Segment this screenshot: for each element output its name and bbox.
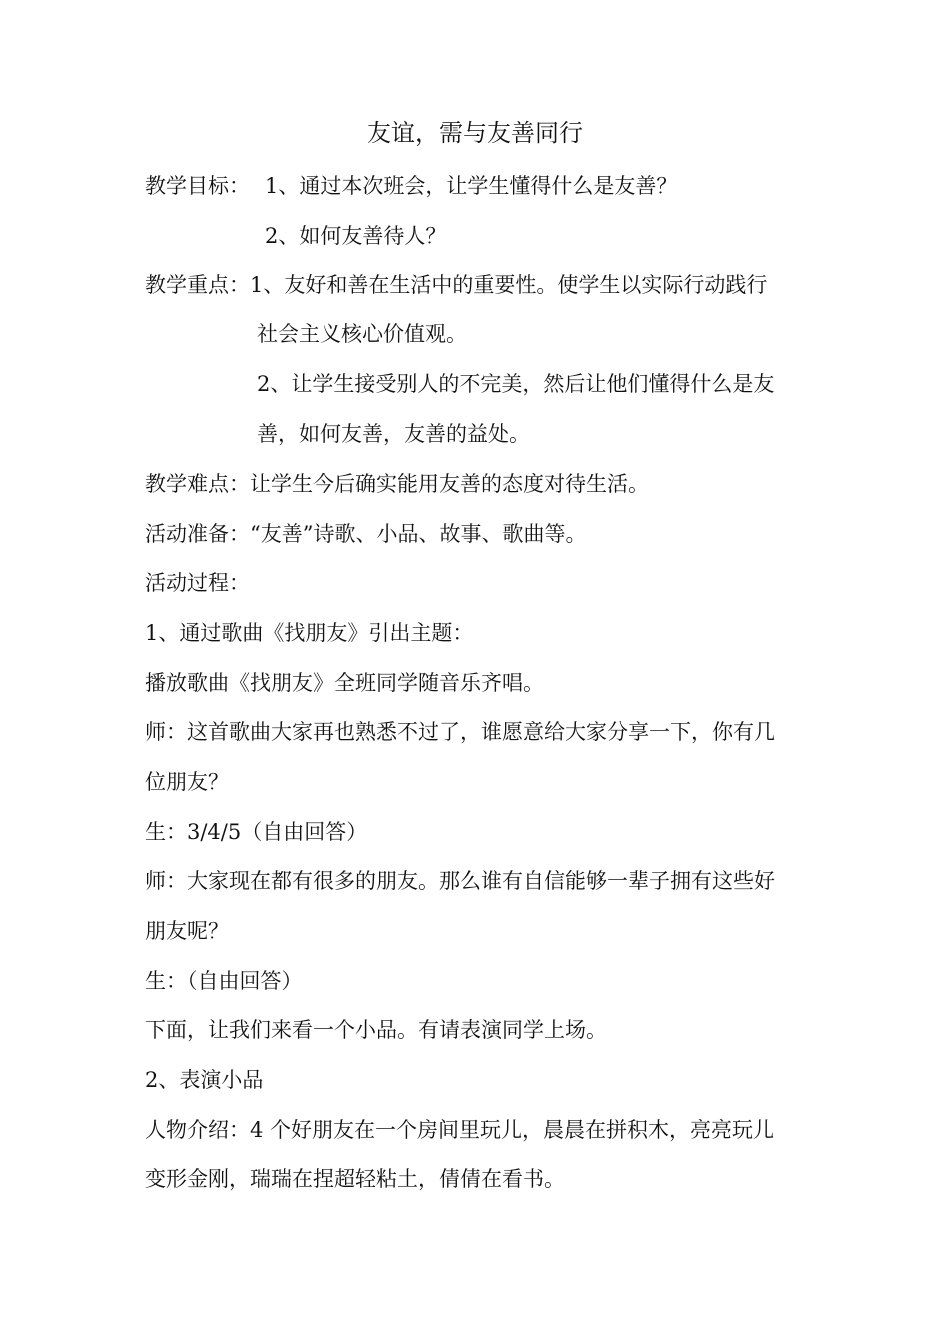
key-points-item-1-line-2: 社会主义核心价值观。 <box>257 322 467 346</box>
process-line: 师：大家现在都有很多的朋友。那么谁有自信能够一辈子拥有这些好 <box>145 869 775 893</box>
difficulty-row <box>145 464 649 504</box>
key-points-item-2-line-1: 2、让学生接受别人的不完美，然后让他们懂得什么是友 <box>257 372 775 396</box>
key-points-label: 教学重点： <box>145 273 250 297</box>
process-label: 活动过程： <box>145 571 250 595</box>
objectives-label: 教学目标： <box>145 174 250 198</box>
process-line: 下面，让我们来看一个小品。有请表演同学上场。 <box>145 1018 607 1042</box>
process-line: 2、表演小品 <box>145 1068 264 1092</box>
objectives-item-1: 1、通过本次班会，让学生懂得什么是友善？ <box>265 174 678 198</box>
document-title: 友谊，需与友善同行 <box>367 119 583 147</box>
key-points-item-1-line-1: 1、友好和善在生活中的重要性。使学生以实际行动践行 <box>250 273 768 297</box>
process-line: 师：这首歌曲大家再也熟悉不过了，谁愿意给大家分享一下，你有几 <box>145 720 775 744</box>
process-line: 播放歌曲《找朋友》全班同学随音乐齐唱。 <box>145 671 544 695</box>
process-line: 朋友呢？ <box>145 919 229 943</box>
process-line: 人物介绍：4 个好朋友在一个房间里玩儿，晨晨在拼积木，亮亮玩儿 <box>145 1118 775 1142</box>
process-line: 生：3/4/5（自由回答） <box>145 820 368 844</box>
key-points-item-2-line-2: 善，如何友善，友善的益处。 <box>257 422 530 446</box>
process-line: 位朋友？ <box>145 770 229 794</box>
key-points-row <box>145 265 767 305</box>
process-line: 生：（自由回答） <box>145 969 303 993</box>
preparation-label: 活动准备： <box>145 522 250 546</box>
preparation-row <box>145 514 586 554</box>
process-line: 1、通过歌曲《找朋友》引出主题： <box>145 621 474 645</box>
objectives-row <box>145 166 677 206</box>
difficulty-label: 教学难点： <box>145 472 250 496</box>
objectives-item-2: 2、如何友善待人？ <box>265 224 447 248</box>
difficulty-text: 让学生今后确实能用友善的态度对待生活。 <box>250 472 649 496</box>
process-line: 变形金刚，瑞瑞在捏超轻粘土，倩倩在看书。 <box>145 1167 565 1191</box>
preparation-text: “友善”诗歌、小品、故事、歌曲等。 <box>250 522 587 546</box>
